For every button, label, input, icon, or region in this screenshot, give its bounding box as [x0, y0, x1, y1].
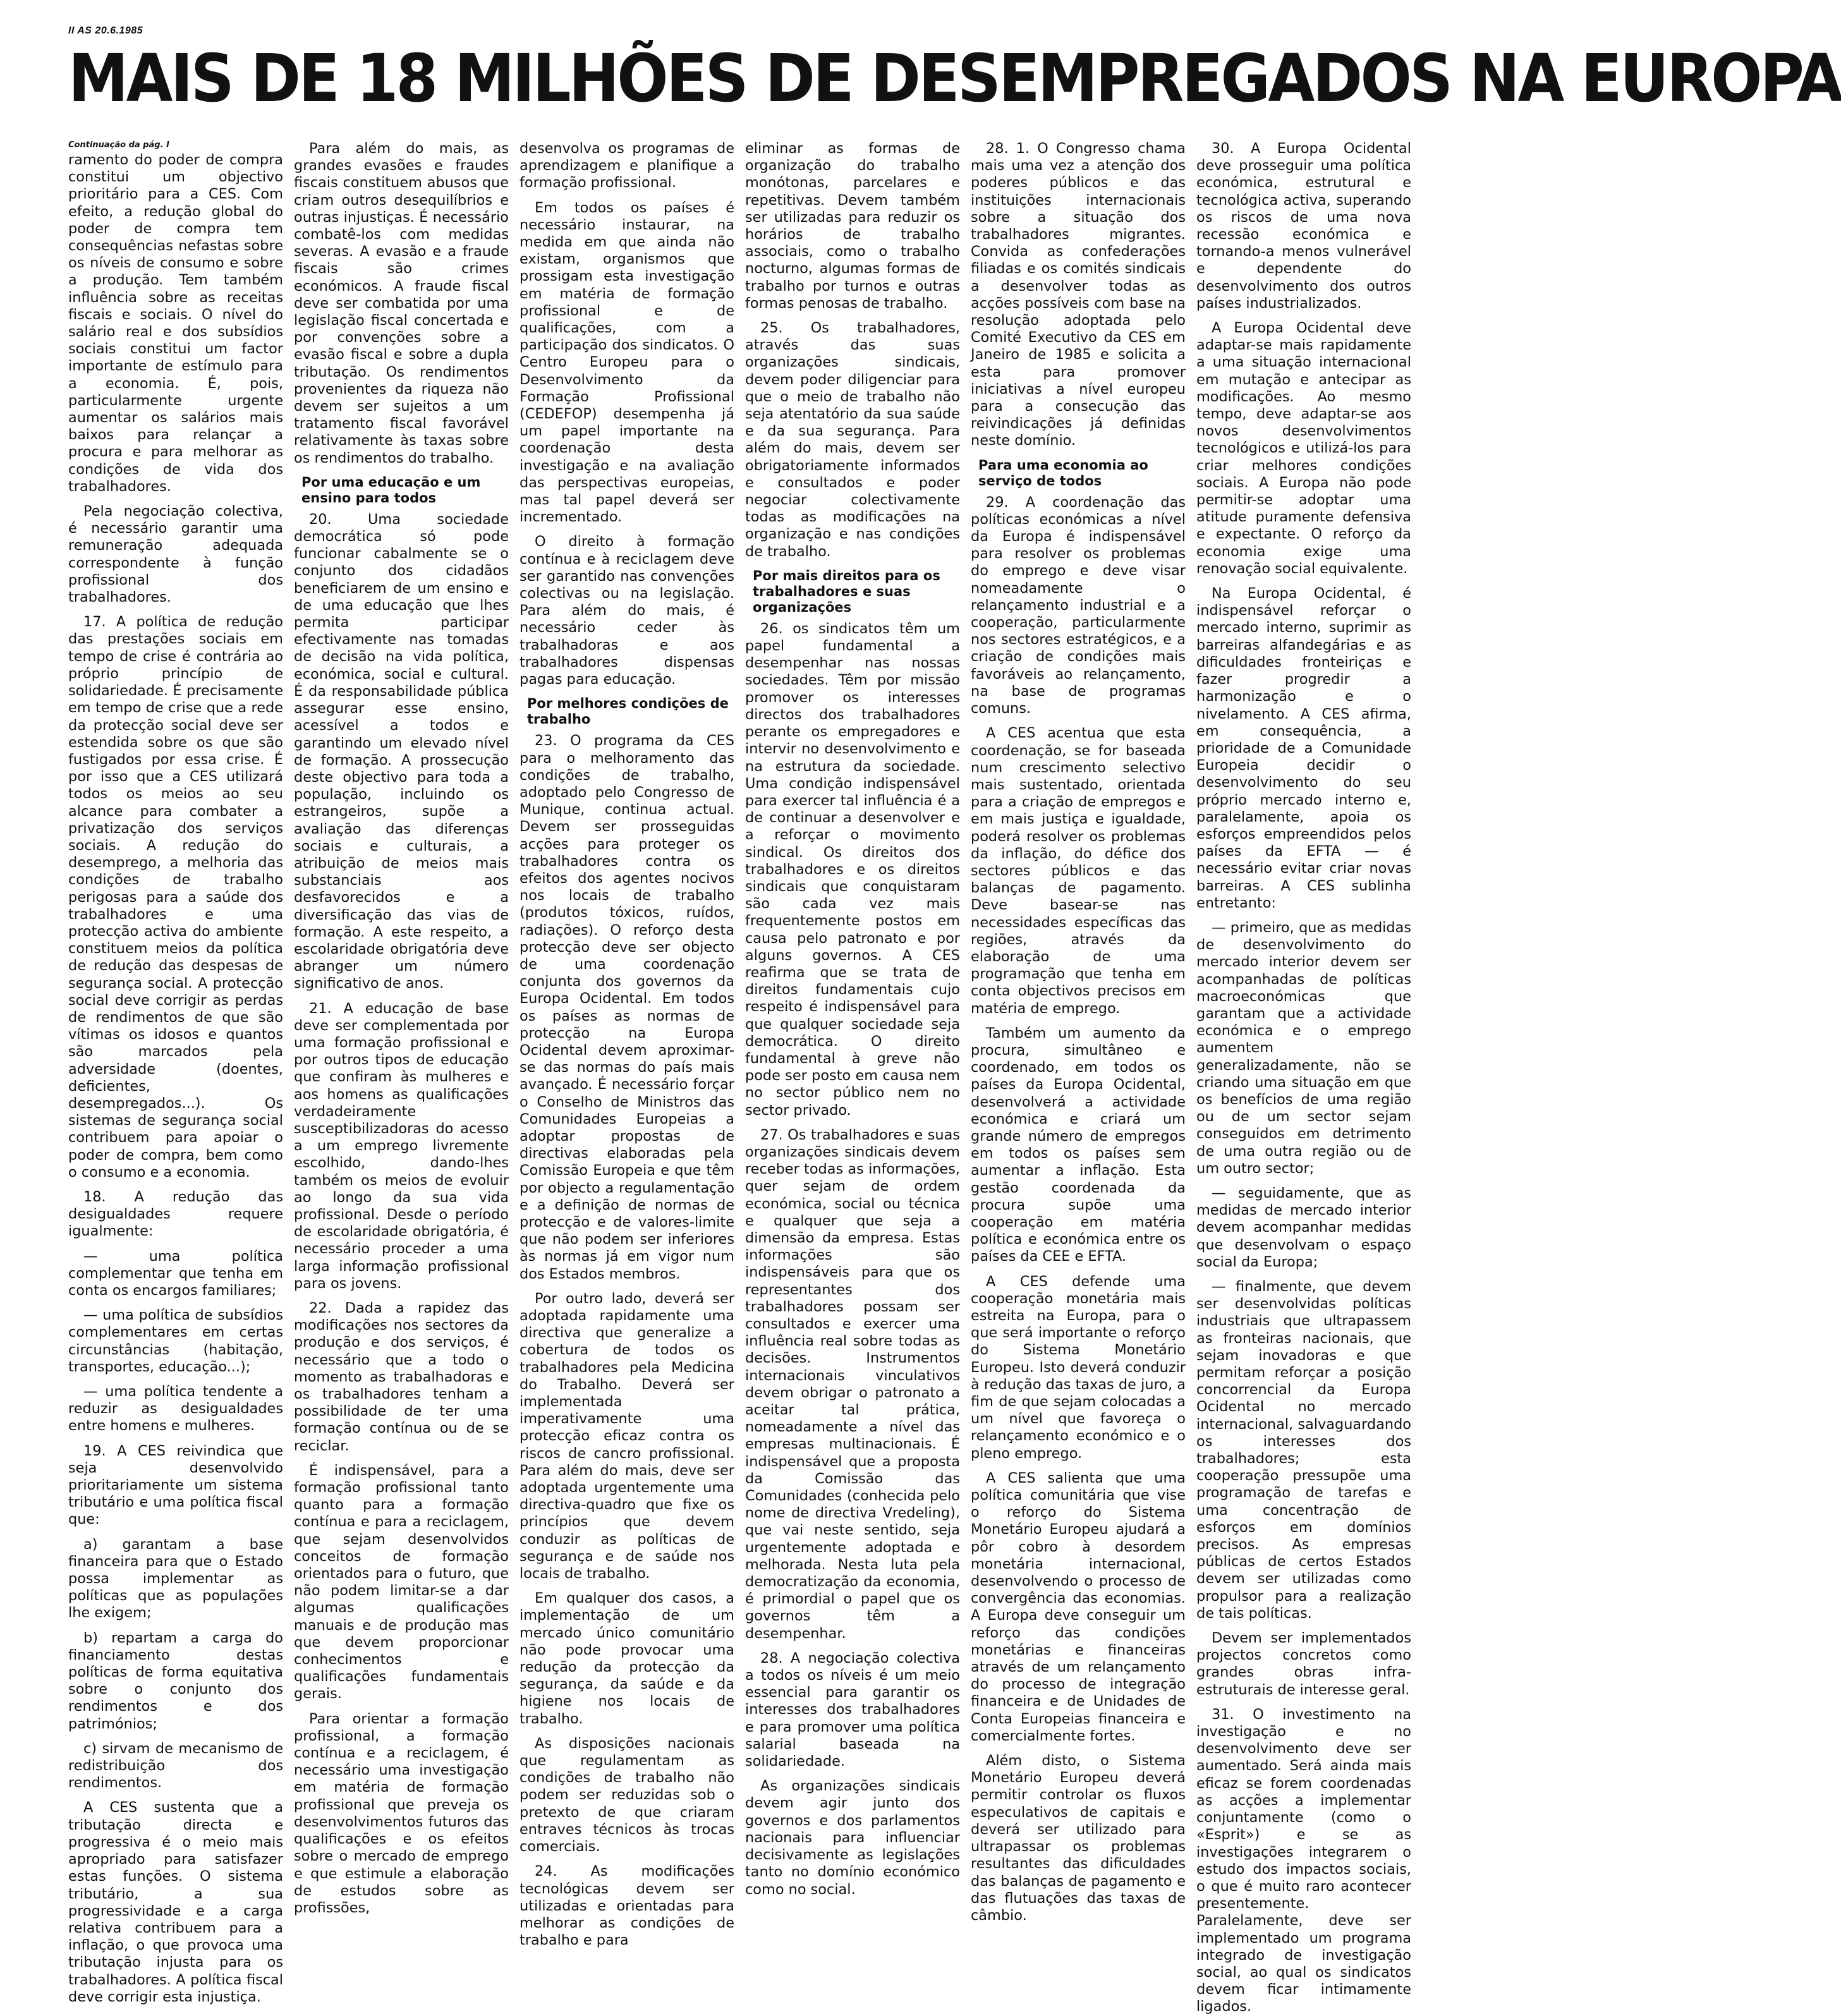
paragraph: 28. 1. O Congresso chama mais uma vez a atenção dos poderes públicos e das instituições internacionais sobre a situação dos trabalhadores migrantes. Convida as confederações filiadas e os comités sindicais a desenvolver todas as acções possíveis com base na resolução adoptada pelo Comité Executivo da CES em Janeiro de 1985 e solicita a esta para promover iniciativas a nível europeu para a consecução das reivindicações já definidas neste domínio.: [971, 140, 1186, 449]
headline: MAIS DE 18 MILHÕES DE DESEMPREGADOS NA EUROPA: [68, 40, 1841, 117]
paragraph: A CES salienta que uma política comunitária que vise o reforço do Sistema Monetário Europeu ajudará a pôr cobro à desordem monetária internacional, desenvolvendo o processo de convergência das economias. A Europa deve conseguir um reforço das condições monetárias e financeiras através de um relançamento do processo de integração financeira e de Unidades de Conta Europeias financeira e comercialmente fortes.: [971, 1469, 1186, 1744]
paragraph: Devem ser implementados projectos concretos como grandes obras infra-estruturais de interesse geral.: [1196, 1630, 1411, 1698]
paragraph: eliminar as formas de organização do trabalho monótonas, parcelares e repetitivas. Devem também ser utilizadas para reduzir os horários de trabalho associais, como o trabalho nocturno, algumas formas de trabalho por turnos e outras formas penosas de trabalho.: [745, 140, 960, 312]
paragraph: 29. A coordenação das políticas económicas a nível da Europa é indispensável para resolver os problemas do emprego e deve visar nomeadamente o relançamento industrial e a cooperação, particularmente nos sectores estratégicos, e a criação de condições mais favoráveis ao relançamento, na base de programas comuns.: [971, 494, 1186, 717]
paragraph: É indispensável, para a formação profissional tanto quanto para a formação contínua e para a reciclagem, que sejam desenvolvidos conceitos de formação orientados para o futuro, que não podem limitar-se a dar algumas qualificações manuais e de produção mas que devem proporcionar conhecimentos e qualificações fundamentais gerais.: [294, 1462, 509, 1703]
section-heading: Por mais direitos para os trabalhadores e suas organizações: [753, 568, 940, 615]
paragraph: Por outro lado, deverá ser adoptada rapidamente uma directiva que generalize a cobertura de todos os trabalhadores pela Medicina do Trabalho. Deverá ser implementada imperativamente uma protecção eficaz contra os riscos de cancro profissional. Para além do mais, deve ser adoptada urgentemente uma directiva-quadro que fixe os princípios que devem conduzir as políticas de segurança e de saúde nos locais de trabalho.: [519, 1290, 734, 1582]
paragraph: Na Europa Ocidental, é indispensável reforçar o mercado interno, suprimir as barreiras alfandegárias e as dificuldades fronteiriças e fazer progredir a harmonização e o nivelamento. A CES afirma, em consequência, a prioridade de a Comunidade Europeia decidir o desenvolvimento do seu próprio mercado interno e, paralelamente, apoia os esforços empreendidos pelos países da EFTA — é necessário evitar criar novas barreiras. A CES sublinha entretanto:: [1196, 585, 1411, 911]
paragraph: A CES acentua que esta coordenação, se for baseada num crescimento selectivo mais sustentado, orientada para a criação de empregos e em mais justiça e igualdade, poderá resolver os problemas da inflação, do défice dos sectores públicos e das balanças de pagamento. Deve basear-se nas necessidades específicas das regiões, através da elaboração de uma programação que tenha em conta objectivos precisos em matéria de emprego.: [971, 725, 1186, 1017]
column-4: [745, 140, 960, 1898]
paragraph: Além disto, o Sistema Monetário Europeu deverá permitir controlar os fluxos especulativos de capitais e deverá ser utilizado para ultrapassar os problemas resultantes das dificuldades das balanças de pagamento e das flutuações das taxas de câmbio.: [971, 1752, 1186, 1924]
paragraph: Para além do mais, as grandes evasões e fraudes fiscais constituem abusos que criam outros desequilíbrios e outras injustiças. É necessário combatê-los com medidas severas. A evasão e a fraude fiscais são crimes económicos. A fraude fiscal deve ser combatida por uma legislação fiscal concertada e por convenções sobre a evasão fiscal e sobre a dupla tributação. Os rendimentos provenientes da riqueza não devem ser sujeitos a um tratamento fiscal favorável relativamente às taxas sobre os rendimentos do trabalho.: [294, 140, 509, 466]
paragraph: 27. Os trabalhadores e suas organizações sindicais devem receber todas as informações, quer sejam de ordem económica, social ou técnica e qualquer que seja a dimensão da empresa. Estas informações são indispensáveis para que os representantes dos trabalhadores possam ser consultados e exercer uma influência real sobre todas as decisões. Instrumentos internacionais vinculativos devem obrigar o patronato a aceitar tal prática, nomeadamente a nível das empresas multinacionais. É indispensável que a proposta da Comissão das Comunidades (conhecida pelo nome de directiva Vredeling), que vai neste sentido, seja urgentemente adoptada e melhorada. Nesta luta pela democratização da economia, é primordial o papel que os governos têm a desempenhar.: [745, 1126, 960, 1642]
column-3: [519, 140, 734, 1949]
section-heading: Para uma economia ao serviço de todos: [978, 457, 1148, 489]
list-item: a) garantam a base financeira para que o Estado possa implementar as políticas que as populações lhe exigem;: [68, 1536, 283, 1622]
paragraph: O direito à formação contínua e à reciclagem deve ser garantido nas convenções colectivas ou na legislação. Para além do mais, é necessário ceder às trabalhadoras e aos trabalhadores dispensas pagas para educação.: [519, 533, 734, 688]
paragraph: 23. O programa da CES para o melhoramento das condições de trabalho, adoptado pelo Congresso de Munique, continua actual. Devem ser prosseguidas acções para proteger os trabalhadores contra os efeitos dos agentes nocivos nos locais de trabalho (produtos tóxicos, ruídos, radiações). O reforço desta protecção deve ser objecto de uma coordenação conjunta dos governos da Europa Ocidental. Em todos os países as normas de protecção na Europa Ocidental devem aproximar-se das normas do país mais avançado. É necessário forçar o Conselho de Ministros das Comunidades Europeias a adoptar propostas de directivas elaboradas pela Comissão Europeia e que têm por objecto a regulamentação e a definição de normas de protecção e de valores-limite que não podem ser inferiores às normas já em vigor num dos Estados membros.: [519, 732, 734, 1282]
paragraph: 28. A negociação colectiva a todos os níveis é um meio essencial para garantir os interesses dos trabalhadores e para promover uma política salarial baseada na solidariedade.: [745, 1649, 960, 1770]
list-item: — uma política tendente a reduzir as desigualdades entre homens e mulheres.: [68, 1383, 283, 1435]
paragraph: A Europa Ocidental deve adaptar-se mais rapidamente a uma situação internacional em mutação e antecipar as modificações. Ao mesmo tempo, deve adaptar-se aos novos desenvolvimentos tecnológicos e utilizá-los para criar melhores condições sociais. A Europa não pode permitir-se adoptar uma atitude puramente defensiva e expectante. O reforço da economia exige uma renovação social equivalente.: [1196, 320, 1411, 577]
page-reference: II AS 20.6.1985: [68, 25, 143, 36]
paragraph: Também um aumento da procura, simultâneo e coordenado, em todos os países da Europa Ocidental, desenvolverá a actividade económica e criará um grande número de empregos em todos os países sem aumentar a inflação. Esta gestão coordenada da procura supõe uma cooperação em matéria política e económica entre os países da CEE e EFTA.: [971, 1024, 1186, 1265]
paragraph: As disposições nacionais que regulamentam as condições de trabalho não podem ser reduzidas sob o pretexto de que criaram entraves técnicos às trocas comerciais.: [519, 1735, 734, 1855]
list-item: c) sirvam de mecanismo de redistribuição dos rendimentos.: [68, 1740, 283, 1792]
paragraph: 30. A Europa Ocidental deve prosseguir uma política económica, estrutural e tecnológica activa, superando os riscos de uma nova recessão económica e tornando-a menos vulnerável e dependente do desenvolvimento dos outros países industrializados.: [1196, 140, 1411, 312]
paragraph: A CES defende uma cooperação monetária mais estreita na Europa, para o que será importante o reforço do Sistema Monetário Europeu. Isto deverá conduzir à redução das taxas de juro, a fim de que sejam colocadas a um nível que favoreça o relançamento económico e o pleno emprego.: [971, 1273, 1186, 1462]
section-heading: Por melhores condições de trabalho: [527, 696, 729, 727]
paragraph: 22. Dada a rapidez das modificações nos sectores da produção e dos serviços, é necessário que a todo o momento as trabalhadoras e os trabalhadores tenham a possibilidade de ter uma formação contínua ou de se reciclar.: [294, 1300, 509, 1454]
paragraph: Para orientar a formação profissional, a formação contínua e a reciclagem, é necessário uma investigação em matéria de formação profissional que preveja os desenvolvimentos futuros das qualificações e os efeitos sobre o mercado de emprego e que estimule a elaboração de estudos sobre as profissões,: [294, 1710, 509, 1916]
paragraph: ramento do poder de compra constitui um objectivo prioritário para a CES. Com efeito, a redução global do poder de compra tem consequências nefastas sobre os níveis de consumo e sobre a produção. Tem também influência sobre as receitas fiscais e sociais. O nível do salário real e dos subsídios sociais constitui um factor importante de estímulo para a economia. É, pois, particularmente urgente aumentar os salários mais baixos para relançar a procura e para melhorar as condições de vida dos trabalhadores.: [68, 152, 283, 495]
list-item: — uma política de subsídios complementares em certas circunstâncias (habitação, transportes, educação...);: [68, 1307, 283, 1375]
article-columns: [68, 140, 1411, 2015]
paragraph: As organizações sindicais devem agir junto dos governos e dos parlamentos nacionais para influenciar decisivamente as legislações tanto no domínio económico como no social.: [745, 1778, 960, 1898]
paragraph: 31. O investimento na investigação e no desenvolvimento deve ser aumentado. Será ainda mais eficaz se forem coordenadas as acções a implementar conjuntamente (como o «Esprit») e se as investigações integrarem o estudo dos impactos sociais, o que é muito raro acontecer presentemente. Paralelamente, deve ser implementado um programa integrado de investigação social, ao qual os sindicatos devem ficar intimamente ligados.: [1196, 1706, 1411, 2015]
paragraph: A CES sustenta que a tributação directa e progressiva é o meio mais apropriado para satisfazer estas funções. O sistema tributário, a sua progressividade e a carga relativa contribuem para a inflação, o que provoca uma tributação injusta para os trabalhadores. A política fiscal deve corrigir esta injustiça.: [68, 1799, 283, 2005]
list-item: — primeiro, que as medidas de desenvolvimento do mercado interior devem ser acompanhadas de políticas macroeconómicas que garantam que a actividade económica e o emprego aumentem generalizadamente, não se criando uma situação em que os benefícios de uma região ou de um sector sejam conseguidos em detrimento de uma outra região ou de um outro sector;: [1196, 919, 1411, 1177]
column-2: [294, 140, 509, 1916]
column-1: [68, 140, 283, 2005]
column-6: [1196, 140, 1411, 2015]
paragraph: Pela negociação colectiva, é necessário garantir uma remuneração adequada correspondente à função profissional dos trabalhadores.: [68, 503, 283, 606]
paragraph: 24. As modificações tecnológicas devem ser utilizadas e orientadas para melhorar as condições de trabalho e para: [519, 1863, 734, 1949]
column-5: [971, 140, 1186, 1924]
paragraph: Em todos os países é necessário instaurar, na medida em que ainda não existam, organismos que prossigam esta investigação em matéria de formação profissional e de qualificações, com a participação dos sindicatos. O Centro Europeu para o Desenvolvimento da Formação Profissional (CEDEFOP) desempenha já um papel importante na coordenação desta investigação e na avaliação das perspectivas europeias, mas tal papel deverá ser incrementado.: [519, 199, 734, 526]
list-item: b) repartam a carga do financiamento destas políticas de forma equitativa sobre o conjunto dos rendimentos e dos patrimónios;: [68, 1629, 283, 1732]
paragraph: 25. Os trabalhadores, através das suas organizações sindicais, devem poder diligenciar para que o meio de trabalho não seja atentatório da sua saúde e da sua segurança. Para além do mais, devem ser obrigatoriamente informados e consultados e poder negociar colectivamente todas as modificações na organização e nas condições de trabalho.: [745, 320, 960, 560]
paragraph: Em qualquer dos casos, a implementação de um mercado único comunitário não pode provocar uma redução da protecção da segurança, da saúde e da higiene nos locais de trabalho.: [519, 1590, 734, 1727]
list-item: — uma política complementar que tenha em conta os encargos familiares;: [68, 1248, 283, 1299]
list-item: — finalmente, que devem ser desenvolvidas políticas industriais que ultrapassem as fronteiras nacionais, que sejam inovadoras e que permitam reforçar a posição concorrencial da Europa Ocidental no mercado internacional, salvaguardando os interesses dos trabalhadores; esta cooperação pressupõe uma programação de tarefas e uma concentração de esforços em domínios precisos. As empresas públicas de certos Estados devem ser utilizadas como propulsor para a realização de tais políticas.: [1196, 1278, 1411, 1622]
list-item: — seguidamente, que as medidas de mercado interior devem acompanhar medidas que desenvolvam o espaço social da Europa;: [1196, 1184, 1411, 1270]
paragraph: 21. A educação de base deve ser complementada por uma formação profissional e por outros tipos de educação que confiram às mulheres e aos homens as qualificações verdadeiramente susceptibilizadoras do acesso a um emprego livremente escolhido, dando-lhes também os meios de evoluir ao longo da sua vida profissional. Desde o período de escolaridade obrigatória, é necessário proceder a uma larga informação profissional para os jovens.: [294, 1000, 509, 1292]
paragraph: 18. A redução das desigualdades requere igualmente:: [68, 1188, 283, 1240]
paragraph: 17. A política de redução das prestações sociais em tempo de crise é contrária ao próprio princípio de solidariedade. É precisamente em tempo de crise que a rede da protecção social deve ser estendida sobre os que são fustigados por essa crise. É por isso que a CES utilizará todos os meios ao seu alcance para combater a privatização dos serviços sociais. A redução do desemprego, a melhoria das condições de trabalho perigosas para a saúde dos trabalhadores e uma protecção activa do ambiente constituem meios da política de redução das despesas de segurança social. A protecção social deve corrigir as perdas de rendimentos de que são vítimas os idosos e quantos são marcados pela adversidade (doentes, deficientes, desempregados...). Os sistemas de segurança social contribuem para apoiar o poder de compra, bem como o consumo e a economia.: [68, 614, 283, 1181]
paragraph: 19. A CES reivindica que seja desenvolvido prioritariamente um sistema tributário e uma política fiscal que:: [68, 1442, 283, 1528]
continuation-note: Continuação da pág. I: [68, 140, 169, 150]
paragraph: desenvolva os programas de aprendizagem e planifique a formação profissional.: [519, 140, 734, 191]
section-heading: Por uma educação e um ensino para todos: [301, 474, 481, 506]
paragraph: 26. os sindicatos têm um papel fundamental a desempenhar nas nossas sociedades. Têm por missão promover os interesses directos dos trabalhadores perante os empregadores e intervir no desenvolvimento e na estrutura da sociedade. Uma condição indispensável para exercer tal influência é a de continuar a desenvolver e a reforçar o movimento sindical. Os direitos dos trabalhadores e os direitos sindicais que conquistaram são cada vez mais frequentemente postos em causa pelo patronato e por alguns governos. A CES reafirma que se trata de direitos fundamentais cujo respeito é indispensável para que qualquer sociedade seja democrática. O direito fundamental à greve não pode ser posto em causa nem no sector público nem no sector privado.: [745, 620, 960, 1119]
paragraph: 20. Uma sociedade democrática só pode funcionar cabalmente se o conjunto dos cidadãos beneficiarem de um ensino e de uma educação que lhes permita participar efectivamente nas tomadas de decisão na vida política, económica, social e cultural. É da responsabilidade pública assegurar esse ensino, acessível a todos e garantindo um elevado nível de formação. A prossecução deste objectivo para toda a população, incluindo os estrangeiros, supõe a avaliação das diferenças sociais e culturais, a atribuição de meios mais substanciais aos desfavorecidos e a diversificação das vias de formação. A este respeito, a escolaridade obrigatória deve abranger um número significativo de anos.: [294, 511, 509, 992]
